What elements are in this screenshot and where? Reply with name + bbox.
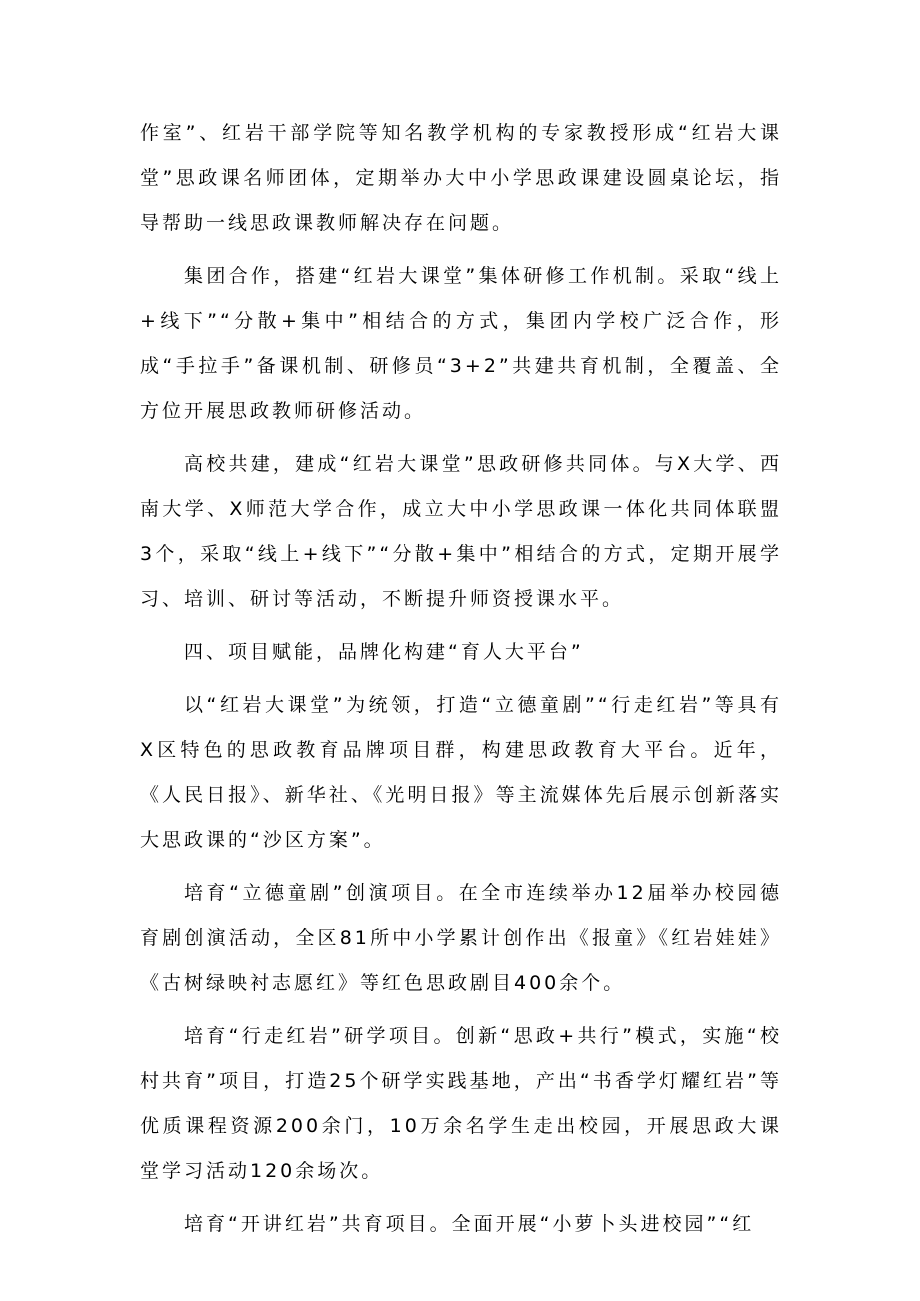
paragraph-8: 培育“开讲红岩”共育项目。全面开展“小萝卜头进校园”“红 <box>184 1213 755 1235</box>
document-body <box>140 111 782 1247</box>
paragraph-7: 培育“行走红岩”研学项目。创新“思政+共行”模式，实施“校村共育”项目，打造25个研学实践基地，产出“书香学灯耀红岩”等优质课程资源200余门，10万余名学生走出校园，开展思政大课堂学习活动120余场次。 <box>140 1025 782 1182</box>
paragraph-3: 高校共建，建成“红岩大课堂”思政研修共同体。与X大学、西南大学、X师范大学合作，成立大中小学思政课一体化共同体联盟3个，采取“线上+线下”“分散+集中”相结合的方式，定期开展学习、培训、研讨等活动，不断提升师资授课水平。 <box>140 453 782 610</box>
paragraph-2: 集团合作，搭建“红岩大课堂”集体研修工作机制。采取“线上+线下”“分散+集中”相结合的方式，集团内学校广泛合作，形成“手拉手”备课机制、研修员“3+2”共建共育机制，全覆盖、全方位开展思政教师研修活动。 <box>140 265 782 422</box>
paragraph-6: 培育“立德童剧”创演项目。在全市连续举办12届举办校园德育剧创演活动，全区81所中小学累计创作出《报童》《红岩娃娃》《古树绿映衬志愿红》等红色思政剧目400余个。 <box>140 882 782 994</box>
paragraph-5: 以“红岩大课堂”为统领，打造“立德童剧”“行走红岩”等具有X区特色的思政教育品牌项目群，构建思政教育大平台。近年，《人民日报》、新华社、《光明日报》等主流媒体先后展示创新落实大思政课的“沙区方案”。 <box>140 694 782 851</box>
paragraph-1: 作室”、红岩干部学院等知名教学机构的专家教授形成“红岩大课堂”思政课名师团体，定期举办大中小学思政课建设圆桌论坛，指导帮助一线思政课教师解决存在问题。 <box>140 122 782 234</box>
section-heading: 四、项目赋能，品牌化构建“育人大平台” <box>184 641 584 663</box>
